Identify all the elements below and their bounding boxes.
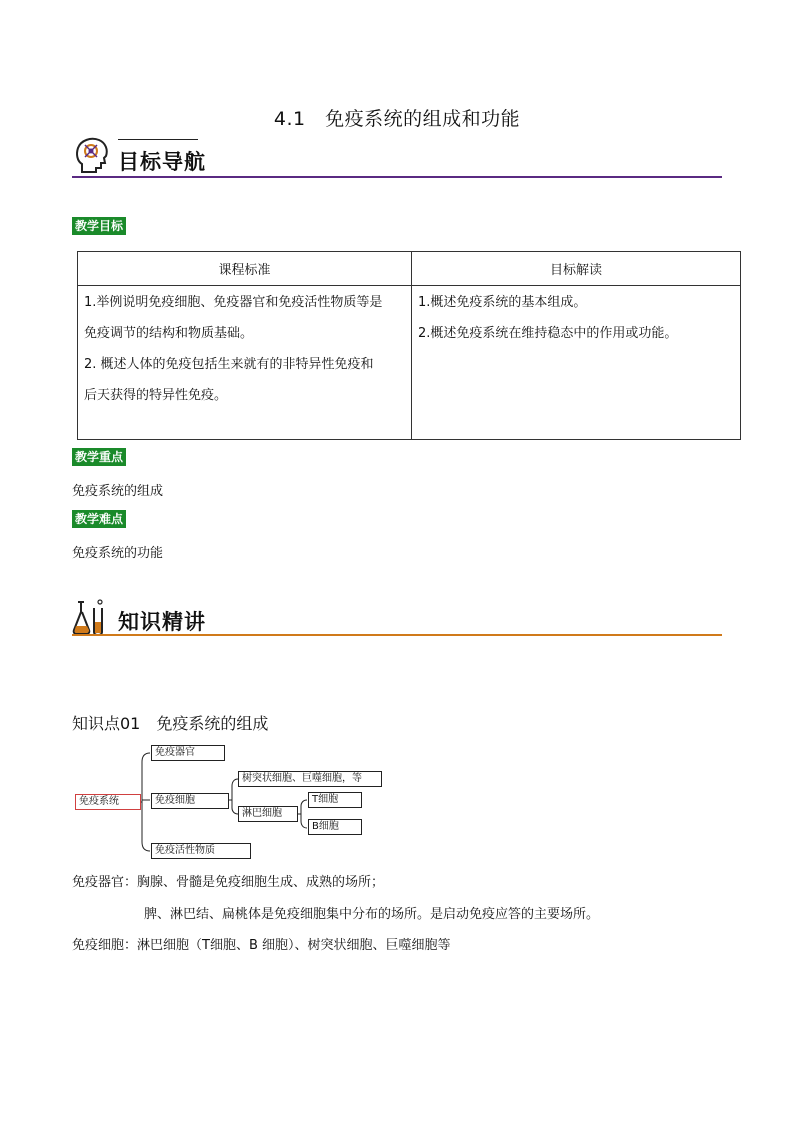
section-header-knowledge: [72, 596, 722, 644]
diagram-node-cells: 免疫细胞: [151, 793, 229, 809]
cells-label: 免疫细胞：: [72, 938, 138, 953]
section-title: 知识精讲: [118, 610, 206, 634]
interpretation-cell: [412, 286, 741, 440]
organs-paragraph: [72, 874, 384, 892]
diagram-node-lymphocytes: 淋巴细胞: [238, 806, 298, 822]
standard-line: 1.举例说明免疫细胞、免疫器官和免疫活性物质等是: [84, 295, 383, 310]
header-top-rule: [118, 139, 198, 140]
standard-line: 免疫调节的结构和物质基础。: [84, 326, 254, 341]
diagram-node-t-cell: T细胞: [308, 792, 362, 808]
diagram-node-immune-system: 免疫系统: [75, 794, 141, 810]
difficult-point-text: 免疫系统的功能: [72, 546, 164, 561]
organs-line-2: 脾、淋巴结、扁桃体是免疫细胞集中分布的场所。是启动免疫应答的主要场所。: [144, 907, 600, 922]
page-title: 4.1 免疫系统的组成和功能: [273, 108, 521, 130]
flask-icon: [72, 598, 108, 636]
standard-line: 2. 概述人体的免疫包括生来就有的非特异性免疫和: [84, 357, 374, 372]
section-underline: [72, 176, 722, 178]
teaching-goal-tag: 教学目标: [72, 217, 126, 235]
cells-paragraph: [72, 937, 451, 955]
table-header-interpretation: 目标解读: [412, 252, 741, 286]
key-point-tag: 教学重点: [72, 448, 126, 466]
goal-table: [77, 251, 741, 440]
section-title: 目标导航: [118, 150, 206, 174]
head-brain-icon: [74, 136, 110, 176]
knowledge-point-heading: 知识点01 免疫系统的组成: [72, 714, 269, 733]
diagram-node-substances: 免疫活性物质: [151, 843, 251, 859]
standard-line: 后天获得的特异性免疫。: [84, 388, 228, 403]
diagram-node-other-cells: 树突状细胞、巨噬细胞，等: [238, 771, 382, 787]
diagram-node-b-cell: B细胞: [308, 819, 362, 835]
organs-label: 免疫器官：: [72, 875, 138, 890]
key-point-text: 免疫系统的组成: [72, 484, 164, 499]
difficult-point-tag: 教学难点: [72, 510, 126, 528]
diagram-node-organs: 免疫器官: [151, 745, 225, 761]
organs-line-1: 胸腺、骨髓是免疫细胞生成、成熟的场所；: [137, 875, 385, 890]
interpretation-line: 1.概述免疫系统的基本组成。: [418, 295, 587, 310]
section-header-goals: [72, 136, 722, 184]
section-underline: [72, 634, 722, 636]
standard-cell: [78, 286, 412, 440]
table-header-standard: 课程标准: [78, 252, 412, 286]
cells-line: 淋巴细胞（T细胞、B 细胞）、树突状细胞、巨噬细胞等: [137, 938, 451, 953]
interpretation-line: 2.概述免疫系统在维持稳态中的作用或功能。: [418, 326, 678, 341]
